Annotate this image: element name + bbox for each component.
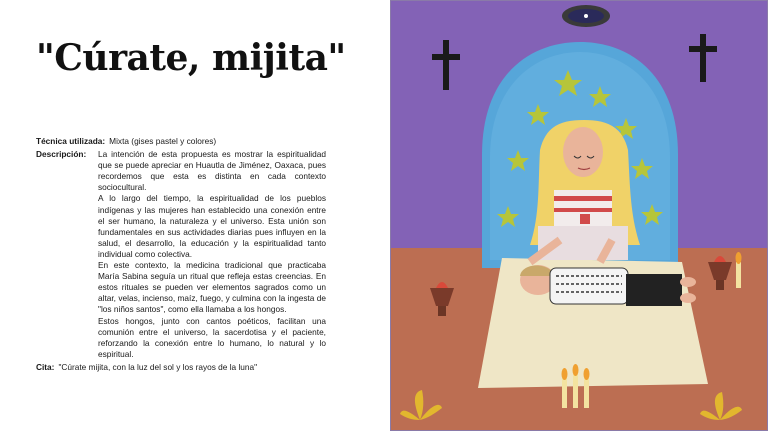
artwork-title: "Cúrate, mijita" bbox=[36, 37, 346, 79]
technique-label: Técnica utilizada: bbox=[36, 136, 106, 146]
eye-icon bbox=[562, 5, 610, 27]
candle-icon bbox=[736, 252, 742, 288]
quote-label: Cita: bbox=[36, 361, 55, 372]
quote-value: "Cúrate mijita, con la luz del sol y los rayos de la luna" bbox=[58, 361, 258, 372]
artwork-painting bbox=[390, 0, 768, 431]
description-paragraph: La intención de esta propuesta es mostrar la espiritualidad que se puede apreciar en Huautla de Jiménez, Oaxaca, pues recordemos que esta es distinta en cada contexto sociocultural. bbox=[98, 149, 326, 193]
healer-figure bbox=[530, 120, 640, 262]
quote-row bbox=[36, 362, 326, 373]
description-row bbox=[36, 149, 326, 360]
technique-value: Mixta (gises pastel y colores) bbox=[109, 136, 217, 146]
description-text bbox=[98, 149, 326, 360]
description-paragraph: A lo largo del tiempo, la espiritualidad de los pueblos indígenas y las mujeres han establecido una conexión entre el ser humano, la naturaleza y el universo. Esta unión son fundamentales en sus actividades diarias pues influyen en la salud, el desarrollo, la educación y la espiritualidad tanto individual como colectiva. bbox=[98, 193, 326, 259]
artwork-info bbox=[36, 136, 326, 373]
candle-icon bbox=[562, 364, 590, 408]
description-paragraph: En este contexto, la medicina tradicional que practicaba María Sabina seguía un ritual que refleja estas creencias. En estos rituales se pueden ver elementos sagrados como un altar, velas, incienso, maíz, fuego, y culmina con la ingesta de "los niños santos", como ella llamaba a los hongos. bbox=[98, 260, 326, 315]
description-paragraph: Estos hongos, junto con cantos poéticos, facilitan una comunión entre el universo, la sacerdotisa y el paciente, reforzando la conexión entre lo humano, lo natural y lo espiritual. bbox=[98, 315, 326, 359]
description-label: Descripción: bbox=[36, 149, 87, 160]
technique-row bbox=[36, 136, 326, 147]
